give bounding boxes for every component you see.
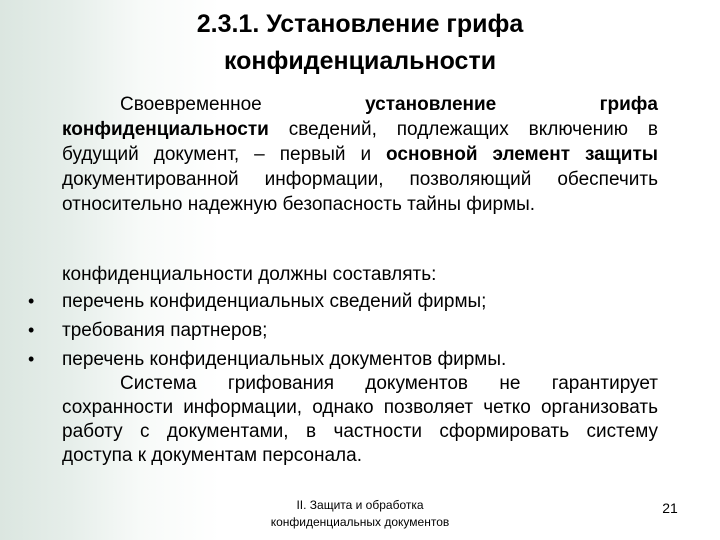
list-item-text: перечень конфиденциальных документов фирмы.: [62, 349, 507, 370]
paragraph-intro-text-3: документированной информации, позволяющий обеспечить относительно надежную безопасность тайны фирмы.: [62, 169, 658, 215]
paragraph-intro: [62, 92, 658, 217]
slide-footer: [240, 497, 480, 531]
bullet-icon: •: [28, 291, 35, 311]
paragraph-conclusion: Система грифования документов не гарантирует сохранности информации, однако позволяет четко организовать работу с документами, в частности сформировать систему доступа к документам персонала.: [62, 373, 658, 466]
list-item: [28, 345, 658, 374]
paragraph-intro-text-1: Своевременное: [120, 94, 366, 115]
list-item: [28, 287, 658, 316]
paragraph-intro-bold-1: установление грифа конфиденциальности: [62, 94, 658, 140]
slide-title: [120, 6, 600, 80]
footer-line-2: конфиденциальных документов: [270, 515, 450, 529]
bullet-icon: •: [28, 349, 35, 369]
paragraph-intro-bold-2: основной элемент защиты: [386, 144, 658, 165]
bullet-icon: •: [28, 320, 35, 340]
paragraph-intro-text-2: сведений, подлежащих включению в будущий документ, – первый и: [62, 119, 658, 165]
footer-line-1: II. Защита и обработка: [296, 498, 424, 512]
list-item: [28, 316, 658, 345]
bullet-list: [28, 287, 658, 374]
title-line-1: 2.3.1. Установление грифа: [196, 10, 524, 38]
list-item-text: перечень конфиденциальных сведений фирмы;: [62, 291, 487, 312]
list-item-text: требования партнеров;: [62, 320, 268, 341]
title-line-2: конфиденциальности: [223, 47, 497, 75]
page-number: 21: [662, 500, 678, 516]
list-intro: конфиденциальности должны составлять:: [62, 264, 437, 285]
